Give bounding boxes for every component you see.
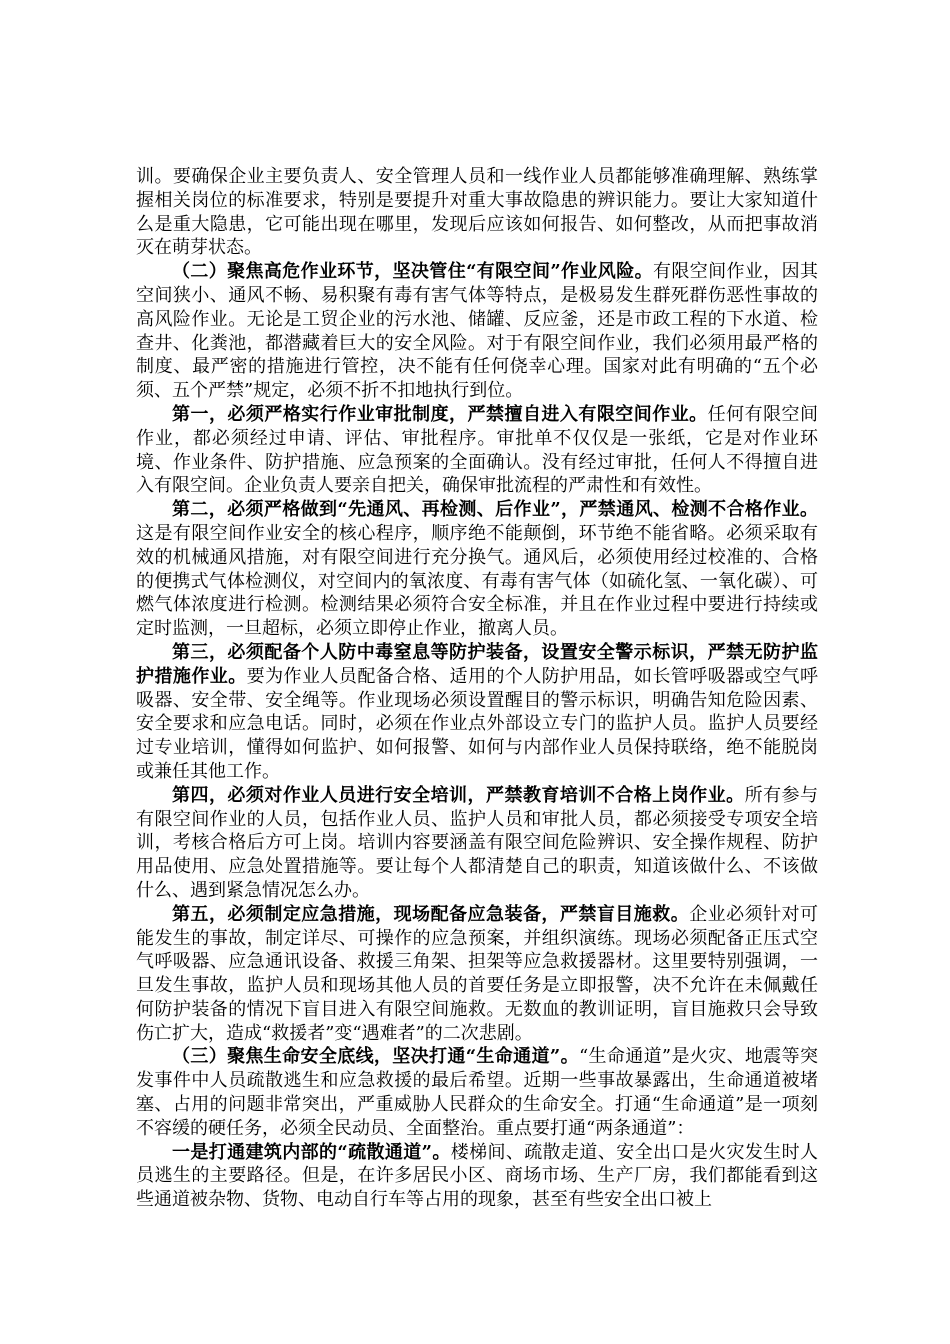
section-heading-life-passage: （三）聚焦生命安全底线，坚决打通“生命通道”。: [172, 1046, 579, 1068]
paragraph-body: 要为作业人员配备合格、适用的个人防护用品，如长管呼吸器或空气呼吸器、安全带、安全绳等。作业现场必须设置醒目的警示标识，明确告知危险因素、安全要求和应急电话。同时，必须在作业点外部设立专门的监护人员。监护人员要经过专业培训，懂得如何监护、如何报警、如何与内部作业人员保持联络，绝不能脱岗或兼任其他工作。: [136, 665, 819, 782]
paragraph-body: 有限空间作业，因其空间狭小、通风不畅、易积聚有毒有害气体等特点，是极易发生群死群伤恶性事故的高风险作业。无论是工贸企业的污水池、储罐、反应釜，还是市政工程的下水道、检查井、化粪池，都潜藏着巨大的安全风险。对于有限空间作业，我们必须用最严格的制度、最严密的措施进行管控，决不能有任何侥幸心理。国家对此有明确的“五个必须、五个严禁”规定，必须不折不扣地执行到位。: [136, 261, 818, 402]
section-heading-confined-space: （二）聚焦高危作业环节，坚决管住“有限空间”作业风险。: [172, 261, 653, 283]
item-heading-evacuation-passage: 一是打通建筑内部的“疏散通道”。: [172, 1141, 451, 1163]
paragraph-evacuation-passage: [136, 1141, 818, 1212]
rule-heading-fifth: 第五，必须制定应急措施，现场配备应急装备，严禁盲目施救。: [172, 903, 690, 925]
rule-heading-first: 第一，必须严格实行作业审批制度，严禁擅自进入有限空间作业。: [172, 403, 708, 425]
paragraph-body: 企业必须针对可能发生的事故，制定详尽、可操作的应急预案，并组织演练。现场必须配备正压式空气呼吸器、应急通讯设备、救援三角架、担架等应急救援器材。这里要特别强调，一旦发生事故，监护人员和现场其他人员的首要任务是立即报警，决不允许在未佩戴任何防护装备的情况下盲目进入有限空间施救。无数血的教训证明，盲目施救只会导致伤亡扩大，造成“救援者”变“遇难者”的二次悲剧。: [136, 903, 819, 1044]
paragraph-body: “生命通道”是火灾、地震等突发事件中人员疏散逃生和应急救援的最后希望。近期一些事故暴露出，生命通道被堵塞、占用的问题非常突出，严重威胁人民群众的生命安全。打通“生命通道”是一项刻不容缓的硬任务，必须全民动员、全面整治。重点要打通“两条通道”：: [136, 1046, 818, 1139]
paragraph-rule-second: [136, 498, 818, 641]
rule-heading-fourth: 第四，必须对作业人员进行安全培训，严禁教育培训不合格上岗作业。: [172, 784, 745, 806]
paragraph-rule-fifth: [136, 903, 818, 1046]
paragraph-rule-fourth: [136, 784, 818, 903]
paragraph-intro-continuation: [136, 165, 818, 260]
paragraph-body: 训。要确保企业主要负责人、安全管理人员和一线作业人员都能够准确理解、熟练掌握相关岗位的标准要求，特别是要提升对重大事故隐患的辨识能力。要让大家知道什么是重大隐患，它可能出现在哪里，发现后应该如何报告、如何整改，从而把事故消灭在萌芽状态。: [136, 166, 818, 259]
paragraph-body: 所有参与有限空间作业的人员，包括作业人员、监护人员和审批人员，都必须接受专项安全培训，考核合格后方可上岗。培训内容要涵盖有限空间危险辨识、安全操作规程、防护用品使用、应急处置措施等。要让每个人都清楚自己的职责，知道该做什么、不该做什么、遇到紧急情况怎么办。: [136, 784, 819, 901]
paragraph-body: 楼梯间、疏散走道、安全出口是火灾发生时人员逃生的主要路径。但是，在许多居民小区、商场市场、生产厂房，我们都能看到这些通道被杂物、货物、电动自行车等占用的现象，甚至有些安全出口被上: [136, 1141, 818, 1211]
rule-heading-third: 第三，必须配备个人防中毒窒息等防护装备，设置安全警示标识，严禁无防护监护措施作业。: [136, 641, 818, 687]
rule-heading-second: 第二，必须严格做到“先通风、再检测、后作业”，严禁通风、检测不合格作业。: [172, 499, 818, 521]
paragraph-section-confined-space: [136, 260, 818, 403]
paragraph-body: 任何有限空间作业，都必须经过申请、评估、审批程序。审批单不仅仅是一张纸，它是对作业环境、作业条件、防护措施、应急预案的全面确认。没有经过审批，任何人不得擅自进入有限空间。企业负责人要亲自把关，确保审批流程的严肃性和有效性。: [136, 403, 819, 497]
paragraph-body: 这是有限空间作业安全的核心程序，顺序绝不能颠倒，环节绝不能省略。必须采取有效的机械通风措施，对有限空间进行充分换气。通风后，必须使用经过校准的、合格的便携式气体检测仪，对空间内的氧浓度、有毒有害气体（如硫化氢、一氧化碳）、可燃气体浓度进行检测。检测结果必须符合安全标准，并且在作业过程中要进行持续或定时监测，一旦超标，必须立即停止作业，撤离人员。: [136, 522, 818, 640]
paragraph-rule-third: [136, 641, 818, 784]
document-page: [136, 165, 818, 1212]
paragraph-section-life-passage: [136, 1045, 818, 1140]
paragraph-rule-first: [136, 403, 818, 498]
